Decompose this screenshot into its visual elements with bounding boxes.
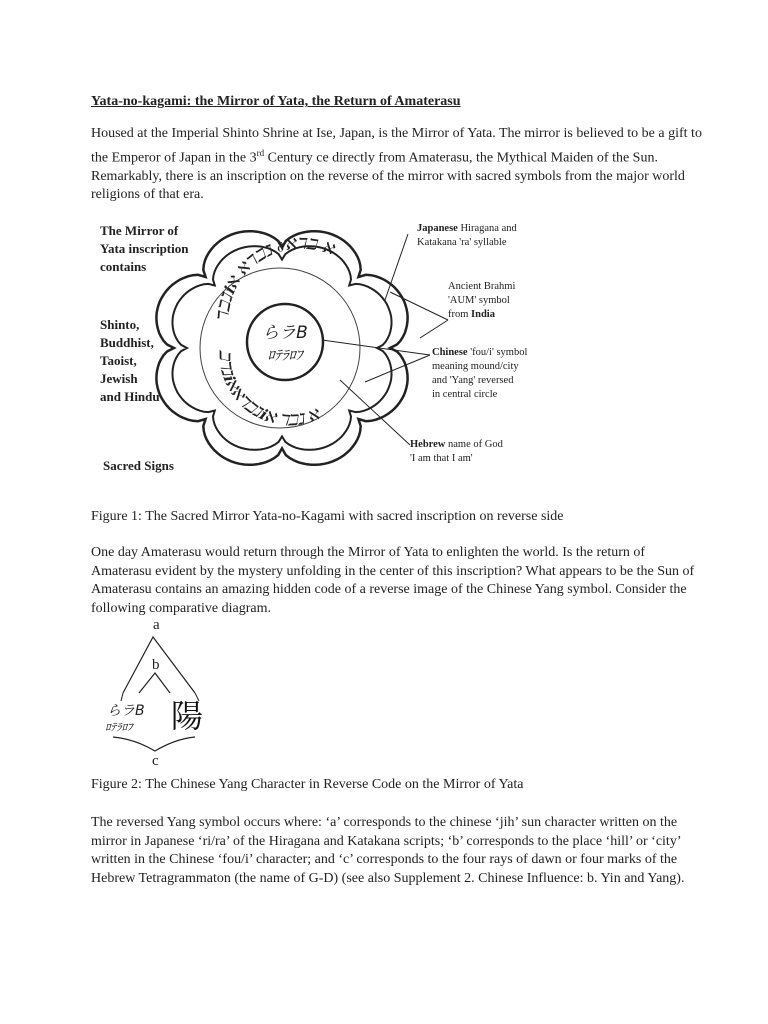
label-line: Shinto, bbox=[100, 317, 140, 332]
label-line: contains bbox=[100, 259, 147, 274]
annotation-text: Katakana 'ra' syllable bbox=[417, 237, 507, 248]
intro-text-start: Housed at the Imperial Shinto Shrine at Ise, Japan, is the Mirror of Yata. The mirror is believed to be a gift to the Emperor of Japan in the 3 bbox=[91, 126, 702, 166]
annotation-bold: Chinese bbox=[432, 347, 468, 358]
tick-left bbox=[121, 693, 123, 701]
label-line: The Mirror of bbox=[100, 223, 179, 238]
annotation-text: name of God bbox=[445, 439, 503, 450]
annotation-text: in central circle bbox=[432, 389, 498, 400]
pointer-chinese-2 bbox=[365, 355, 430, 382]
label-line: Taoist, bbox=[100, 353, 137, 368]
annotation-bold: Hebrew bbox=[410, 439, 446, 450]
annotation-text: Ancient Brahmi bbox=[448, 281, 516, 292]
label-line: and Hindu bbox=[100, 389, 160, 404]
bracket-c bbox=[113, 737, 195, 751]
outer-inscription-bottom: ℶℸℷℹℵℵℸℶℷℹℵ ℸℶℷ ℵ bbox=[215, 349, 322, 430]
label-c: c bbox=[152, 753, 159, 769]
center-glyphs-line2: ﾛﾃﾗﾛﾌ bbox=[267, 348, 303, 364]
pointer-brahmi-1 bbox=[390, 292, 448, 320]
annotation-text: from bbox=[448, 309, 472, 320]
outer-inscription-top: ℸℶℷℹℵ ℵℸℶℷ ∂ℵℸℶ ℵ bbox=[213, 234, 337, 323]
center-glyphs-line1: らラB bbox=[262, 323, 308, 343]
annotation-text: 'I am that I am' bbox=[410, 453, 473, 464]
pointer-chinese bbox=[322, 340, 430, 355]
mirror-figure bbox=[90, 210, 530, 500]
document-title: Yata-no-kagami: the Mirror of Yata, the Return of Amaterasu bbox=[91, 94, 461, 109]
figure-label-mirror bbox=[100, 222, 188, 276]
annotation-text: 'AUM' symbol bbox=[448, 295, 510, 306]
label-b: b bbox=[152, 657, 160, 673]
label-line: Buddhist, bbox=[100, 335, 154, 350]
glyphs-line2: ﾛﾃﾗﾛﾌ bbox=[105, 721, 133, 734]
body-paragraph-2: One day Amaterasu would return through the Mirror of Yata to enlighten the world. Is the return of Amaterasu evident by the mystery unfolding in the center of this inscription? What appears to be the Sun of Amaterasu contains an amazing hidden code of a reverse image of the Chinese Yang symbol. Consider the following comparative diagram. bbox=[91, 545, 695, 616]
intro-text-end: Century ce directly from Amaterasu, the Mythical Maiden of the Sun. Remarkably, there is an inscription on the reverse of the mirror with sacred symbols from the major world religions of that era. bbox=[91, 150, 685, 203]
annotation-chinese bbox=[432, 346, 527, 402]
glyphs-line1: らラB bbox=[107, 703, 145, 719]
label-a: a bbox=[153, 617, 160, 633]
ordinal-superscript: rd bbox=[256, 147, 265, 158]
annotation-brahmi bbox=[448, 280, 515, 322]
annotation-japanese bbox=[417, 222, 517, 250]
body-paragraph-3: The reversed Yang symbol occurs where: ‘a’ corresponds to the chinese ‘jih’ sun character written on the mirror in Japanese ‘ri/ra’ of the Hiragana and Katakana scripts; ‘b’ corresponds to the place ‘hill’ or ‘city’ written in the Chinese ‘fou/i’ character; and ‘c’ corresponds to the four rays of dawn or four marks of the Hebrew Tetragrammaton (the name of G-D) (see also Supplement 2. Chinese Influence: b. Yin and Yang). bbox=[91, 815, 685, 886]
pointer-brahmi-2 bbox=[420, 320, 448, 338]
figure1-caption: Figure 1: The Sacred Mirror Yata-no-Kagami with sacred inscription on reverse side bbox=[91, 509, 564, 524]
label-line: Jewish bbox=[100, 371, 138, 386]
yang-comparison-figure bbox=[95, 615, 225, 770]
annotation-bold: India bbox=[471, 309, 495, 320]
intro-paragraph bbox=[91, 125, 703, 205]
annotation-text: Hiragana and bbox=[457, 223, 517, 234]
annotation-text: 'fou/i' symbol bbox=[467, 347, 528, 358]
yang-comparison-drawing bbox=[95, 615, 225, 770]
figure-label-religions bbox=[100, 316, 160, 406]
yang-character: 陽 bbox=[171, 697, 204, 735]
annotation-hebrew bbox=[410, 438, 503, 466]
label-line: Yata inscription bbox=[100, 241, 189, 256]
bracket-b bbox=[139, 673, 170, 693]
annotation-text: and 'Yang' reversed bbox=[432, 375, 514, 386]
annotation-bold: Japanese bbox=[417, 223, 458, 234]
figure2-caption: Figure 2: The Chinese Yang Character in Reverse Code on the Mirror of Yata bbox=[91, 777, 524, 792]
figure-label-sacred-signs: Sacred Signs bbox=[103, 458, 174, 473]
annotation-text: meaning mound/city bbox=[432, 361, 519, 372]
